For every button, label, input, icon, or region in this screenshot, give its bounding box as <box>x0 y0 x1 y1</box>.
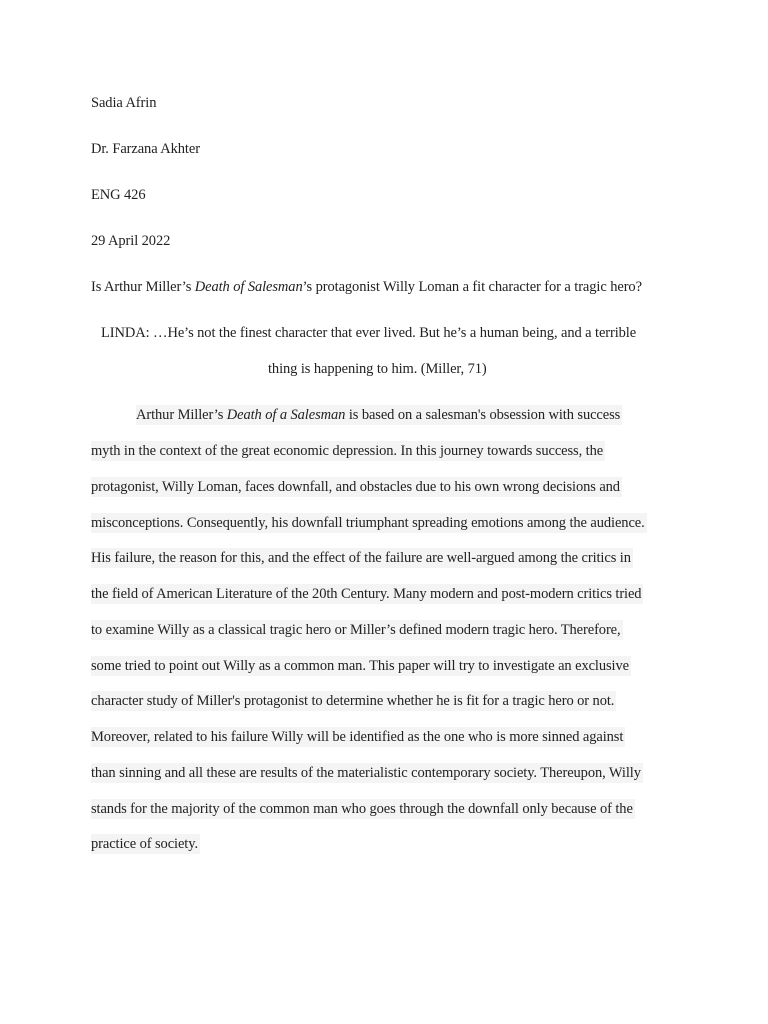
body-line: protagonist, Willy Loman, faces downfall, and obstacles due to his own wrong decisions and <box>91 479 620 495</box>
body-line: some tried to point out Willy as a common man. This paper will try to investigate an exclusive <box>91 658 629 674</box>
body-line: His failure, the reason for this, and the effect of the failure are well-argued among the critics in <box>91 550 631 566</box>
body-line: myth in the context of the great economic depression. In this journey towards success, the <box>91 443 604 459</box>
instructor-name: Dr. Farzana Akhter <box>91 141 200 157</box>
body-line: practice of society. <box>91 836 198 852</box>
epigraph-line-2: thing is happening to him. (Miller, 71) <box>268 361 487 377</box>
author-name: Sadia Afrin <box>91 95 157 111</box>
date: 29 April 2022 <box>91 233 171 249</box>
body-line-first <box>136 405 622 425</box>
body-first-post: is based on a salesman's obsession with success <box>345 407 621 423</box>
title-pre: Is Arthur Miller’s <box>91 279 195 295</box>
body-line: to examine Willy as a classical tragic hero or Miller’s defined modern tragic hero. Therefore, <box>91 622 621 638</box>
paper-title <box>91 277 642 297</box>
epigraph-line-1: LINDA: …He’s not the finest character that ever lived. But he’s a human being, and a terrible <box>101 325 637 341</box>
body-line: the field of American Literature of the 20th Century. Many modern and post-modern critics tried <box>91 586 642 602</box>
body-line: stands for the majority of the common man who goes through the downfall only because of the <box>91 801 633 817</box>
body-line: Moreover, related to his failure Willy will be identified as the one who is more sinned against <box>91 729 624 745</box>
course-code: ENG 426 <box>91 187 146 203</box>
title-work: Death of Salesman <box>194 279 303 295</box>
body-first-work: Death of a Salesman <box>226 407 346 423</box>
body-line: misconceptions. Consequently, his downfall triumphant spreading emotions among the audience. <box>91 515 645 531</box>
body-line: character study of Miller's protagonist to determine whether he is fit for a tragic hero or not. <box>91 693 615 709</box>
body-first-pre: Arthur Miller’s <box>136 407 227 423</box>
title-post: ’s protagonist Willy Loman a fit character for a tragic hero? <box>302 279 642 295</box>
body-line: than sinning and all these are results of the materialistic contemporary society. Thereupon, Willy <box>91 765 641 781</box>
